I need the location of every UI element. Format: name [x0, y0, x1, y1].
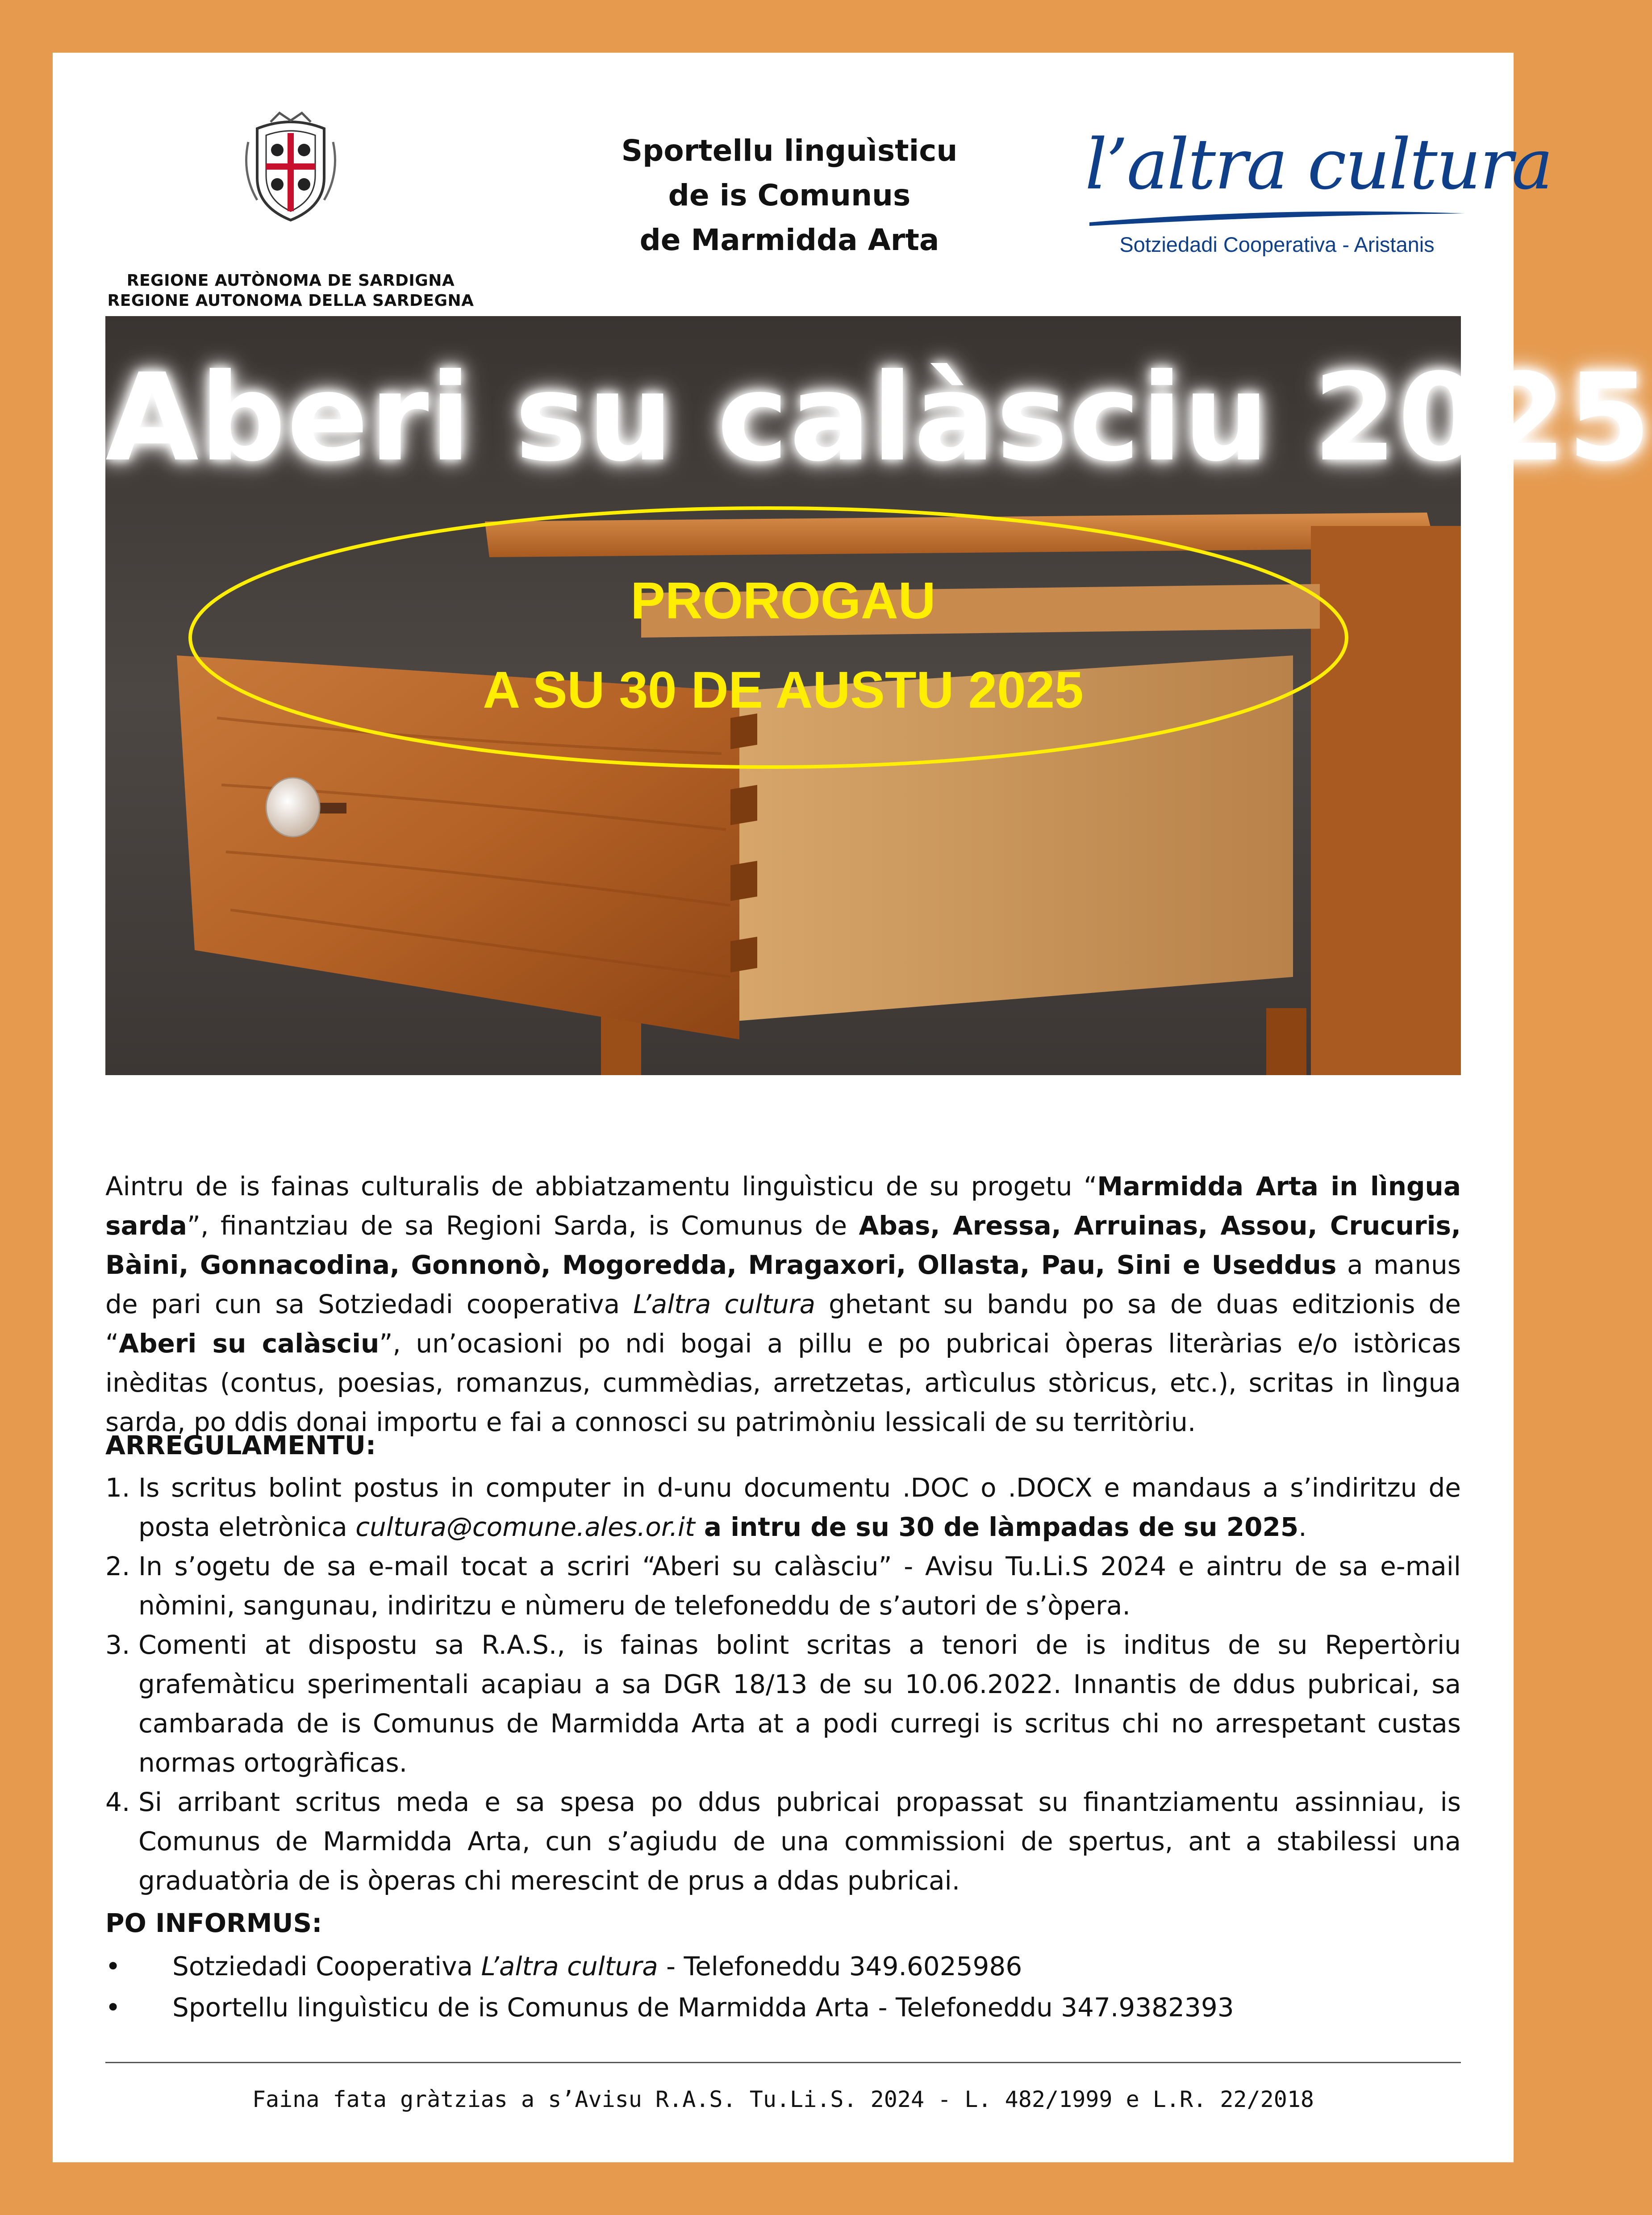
coat-of-arms-icon	[239, 111, 342, 227]
sportellu-title	[544, 129, 1035, 263]
phone-number: - Telefoneddu 349.6025986	[658, 1951, 1022, 1981]
rule-text: Is scritus bolint postus in computer in d-unu documentu .DOC o .DOCX e mandaus a s’indiritzu de posta eletrònica	[138, 1472, 1461, 1542]
project-name: Marmidda Arta in lìngua sarda	[105, 1171, 1461, 1241]
info-text: Sportellu linguìsticu de is Comunus de Marmidda Arta - Telefoneddu 347.9382393	[172, 1992, 1234, 2023]
footer-divider	[105, 2062, 1461, 2063]
swoosh-icon	[1085, 204, 1469, 231]
ras-name-italian: REGIONE AUTONOMA DELLA SARDEGNA	[107, 292, 474, 310]
intro-text: ”, finantziau de sa Regioni Sarda, is Comunus de	[187, 1210, 859, 1241]
rule-item	[105, 1468, 1461, 1547]
ras-logo	[105, 111, 476, 321]
rule-text: In s’ogetu de sa e-mail tocat a scriri “Aberi su calàsciu” - Avisu Tu.Li.S 2024 e aintru de sa e-mail nòmini, sangunau, indiritzu e nùmeru de telefoneddu de s’autori de s’òpera.	[138, 1551, 1461, 1621]
cooperative-name: L’altra cultura	[633, 1289, 816, 1319]
rule-text: Si arribant scritus meda e sa spesa po ddus pubricai propassat su finantziamentu assinniau, is Comunus de Marmidda Arta, cun s’agiudu de una commissioni de spertus, ant a stabilessi una graduatòria de is òperas chi merescint de prus a ddas pubricai.	[138, 1787, 1461, 1896]
altra-cultura-logo	[1085, 120, 1552, 334]
rule-number: 4.	[105, 1787, 130, 1817]
info-text: Sotziedadi Cooperativa	[172, 1951, 481, 1981]
rule-number: 3.	[105, 1630, 130, 1660]
bullet-icon: •	[105, 1992, 121, 2023]
info-item	[105, 1946, 1461, 1987]
intro-text: a manus de pari cun sa Sotziedadi cooperativa	[105, 1250, 1461, 1319]
extension-notice-line-2: A SU 30 DE AUSTU 2025	[483, 661, 1084, 719]
intro-text: ”, un’ocasioni po ndi bogai a pillu e po pubricai òperas literàrias e/o istòricas inèditas (contus, poesias, romanzus, cummèdias, arretzetas, artìculus stòricus, etc.), scritas in lìngua sarda, po ddis donai importu e fai a connosci su patrimòniu lessicali de su territòriu.	[105, 1328, 1461, 1437]
footer-credit: Faina fata gràtzias a s’Avisu R.A.S. Tu.Li.S. 2024 - L. 482/1999 e L.R. 22/2018	[252, 2086, 1314, 2112]
cooperative-name: L’altra cultura	[481, 1951, 658, 1981]
altra-cultura-subtitle: Sotziedadi Cooperativa - Aristanis	[1119, 233, 1435, 256]
contact-email-link[interactable]: cultura@comune.ales.or.it	[355, 1512, 695, 1542]
poster-page	[53, 53, 1652, 2162]
highlight-ellipse	[186, 504, 1351, 772]
intro-paragraph	[105, 1167, 1461, 1442]
intro-text: Aintru de is fainas culturalis de abbiatzamentu linguìsticu de su progetu “	[105, 1171, 1097, 1201]
rule-text: .	[1298, 1512, 1307, 1542]
ras-name-sardinian: REGIONE AUTÒNOMA DE SARDIGNA	[126, 271, 455, 290]
contest-name: Aberi su calàsciu	[119, 1328, 380, 1359]
sportellu-line-3: de Marmidda Arta	[639, 223, 939, 257]
rule-item	[105, 1782, 1461, 1900]
rules-heading: ARREGULAMENTU:	[105, 1430, 376, 1460]
sportellu-line-1: Sportellu linguìsticu	[621, 133, 958, 168]
bullet-icon: •	[105, 1951, 121, 1981]
intro-text: ghetant su bandu po sa de duas editzionis de “	[105, 1289, 1461, 1359]
rule-text: Comenti at dispostu sa R.A.S., is fainas bolint scritas a tenori de is inditus de su Repertòriu grafemàticu sperimentali acapiau a sa DGR 18/13 de su 10.06.2022. Innantis de ddus pubricai, sa cambarada de is Comunus de Marmidda Arta at a podi curregi is scritus chi no arrespetant custas normas ortogràficas.	[138, 1630, 1461, 1778]
info-item	[105, 1987, 1461, 2028]
rule-item	[105, 1547, 1461, 1625]
info-heading: PO INFORMUS:	[105, 1908, 322, 1938]
rule-number: 2.	[105, 1551, 130, 1581]
extension-notice-line-1: PROROGAU	[630, 571, 936, 630]
sportellu-line-2: de is Comunus	[668, 178, 911, 213]
hero-title: Aberi su calàsciu 2025	[105, 347, 1652, 488]
altra-cultura-wordmark: l’altra cultura	[1085, 124, 1552, 205]
rule-number: 1.	[105, 1472, 130, 1503]
info-list	[105, 1946, 1461, 2028]
rule-item	[105, 1625, 1461, 1782]
municipalities-list: Abas, Aressa, Arruinas, Assou, Crucuris, Bàini, Gonnacodina, Gonnonò, Mogoredda, Mragaxori, Ollasta, Pau, Sini e Useddus	[105, 1210, 1461, 1280]
rules-list	[105, 1468, 1461, 1900]
deadline-text: a intru de su 30 de làmpadas de su 2025	[695, 1512, 1299, 1542]
hero-banner	[105, 316, 1652, 1075]
